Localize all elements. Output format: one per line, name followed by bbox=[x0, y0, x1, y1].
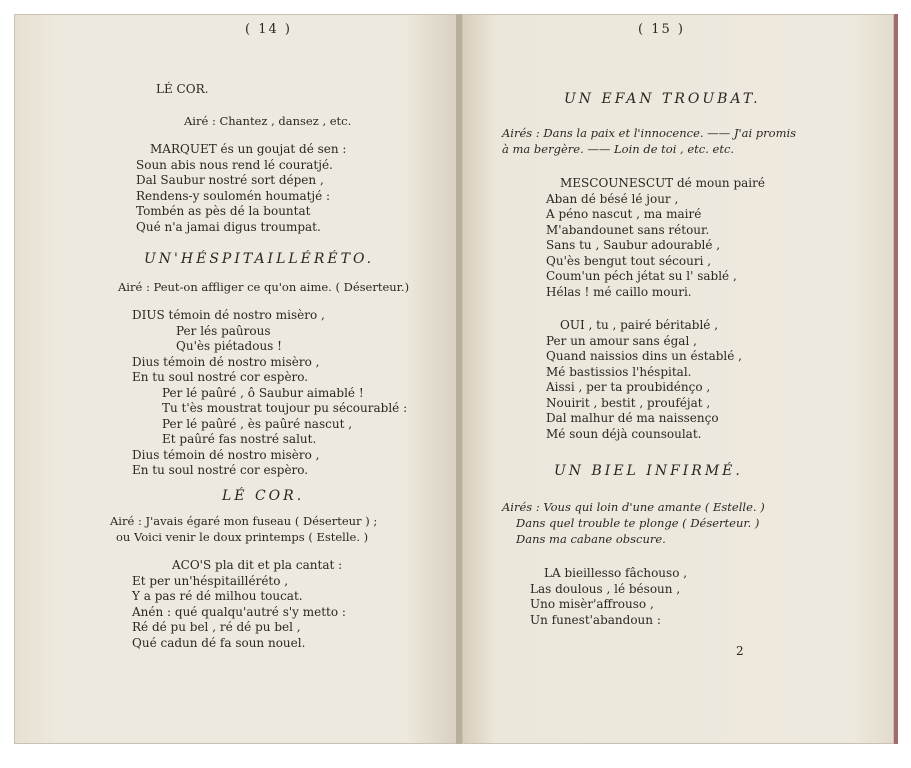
air-line: Airés : Vous qui loin d'une amante ( Estelle. ) bbox=[502, 500, 765, 514]
verse-line: OUI , tu , pairé béritablé , bbox=[560, 318, 719, 332]
section-title: LÉ COR. bbox=[156, 82, 209, 96]
verse-line: Qu'ès piétadous ! bbox=[176, 339, 282, 353]
verse-line: Anén : qué qualqu'autré s'y metto : bbox=[132, 604, 346, 619]
verse-line: Aissi , per ta proubidénço , bbox=[546, 380, 711, 394]
verse-line: Qué n'a jamai digus troumpat. bbox=[136, 219, 321, 234]
page-number-right: ( 15 ) bbox=[638, 22, 685, 37]
verse-line: Soun abis nous rend lé couratjé. bbox=[136, 157, 333, 172]
verse-block bbox=[546, 318, 742, 442]
verse-line: Et per un'héspitailléréto , bbox=[132, 573, 289, 588]
verse-line: Dius témoin dé nostro misèro , bbox=[132, 447, 320, 462]
left-page bbox=[14, 14, 458, 744]
page-number-left: ( 14 ) bbox=[245, 22, 292, 37]
section-title: LÉ COR. bbox=[222, 488, 305, 504]
verse-line: Sans tu , Saubur adourablé , bbox=[546, 238, 721, 252]
verse-line: Coum'un péch jétat su l' sablé , bbox=[546, 269, 737, 283]
verse-line: Dal Saubur nostré sort dépen , bbox=[136, 173, 324, 187]
verse-line: Mé soun déjà counsoulat. bbox=[546, 426, 702, 441]
section-title: UN EFAN TROUBAT. bbox=[564, 91, 761, 107]
verse-block bbox=[530, 566, 687, 628]
air-line: à ma bergère. —— Loin de toi , etc. etc. bbox=[502, 142, 735, 156]
verse-line: Per lé paûré , ô Saubur aimablé ! bbox=[162, 385, 364, 400]
signature-mark: 2 bbox=[736, 644, 744, 658]
verse-line: A péno nascut , ma mairé bbox=[546, 207, 702, 221]
verse-block bbox=[132, 308, 407, 479]
verse-line: Tu t'ès moustrat toujour pu sécourablé : bbox=[162, 401, 408, 415]
verse-line: Uno misèr'affrouso , bbox=[530, 597, 654, 611]
open-book bbox=[14, 14, 894, 754]
verse-line: Tombén as pès dé la bountat bbox=[136, 204, 311, 218]
verse-line: Per un amour sans égal , bbox=[546, 333, 697, 348]
air-line: Airé : Chantez , dansez , etc. bbox=[184, 114, 352, 128]
air-line: Airés : Dans la paix et l'innocence. —— J'ai promis bbox=[502, 126, 797, 140]
verse-line: M'abandounet sans rétour. bbox=[546, 222, 710, 237]
verse-line: Y a pas ré dé milhou toucat. bbox=[132, 589, 303, 603]
verse-line: Hélas ! mé caillo mouri. bbox=[546, 284, 692, 299]
verse-line: Quand naissios dins un éstablé , bbox=[546, 349, 742, 363]
verse-line: Per lés paûrous bbox=[176, 323, 271, 338]
air-line: Dans quel trouble te plonge ( Déserteur. ) bbox=[516, 516, 760, 530]
verse-block bbox=[132, 558, 346, 651]
verse-line: MESCOUNESCUT dé moun pairé bbox=[560, 176, 765, 190]
air-line: Dans ma cabane obscure. bbox=[516, 532, 666, 546]
verse-line: LA bieillesso fâchouso , bbox=[544, 566, 688, 580]
verse-line: Las doulous , lé bésoun , bbox=[530, 581, 681, 596]
air-line: ou Voici venir le doux printemps ( Estelle. ) bbox=[116, 530, 369, 544]
verse-line: Rendens-y soulomén houmatjé : bbox=[136, 188, 331, 203]
verse-line: Dal malhur dé ma naissenço bbox=[546, 411, 719, 425]
verse-line: Nouirit , bestit , prouféjat , bbox=[546, 395, 711, 410]
verse-line: Un funest'abandoun : bbox=[530, 612, 661, 627]
verse-line: MARQUET és un goujat dé sen : bbox=[150, 142, 347, 156]
verse-line: Et paûré fas nostré salut. bbox=[162, 432, 317, 446]
section-title: UN BIEL INFIRMÉ. bbox=[554, 463, 743, 479]
verse-block bbox=[136, 142, 346, 235]
verse-line: Qu'ès bengut tout sécouri , bbox=[546, 253, 712, 268]
air-line: Airé : Peut-on affliger ce qu'on aime. ( Déserteur.) bbox=[118, 280, 410, 294]
verse-block bbox=[546, 176, 765, 300]
verse-line: En tu soul nostré cor espèro. bbox=[132, 370, 309, 384]
verse-line: Qué cadun dé fa soun nouel. bbox=[132, 635, 306, 650]
verse-line: Dius témoin dé nostro misèro , bbox=[132, 354, 320, 369]
verse-line: Aban dé bésé lé jour , bbox=[546, 191, 679, 206]
verse-line: Mé bastissios l'héspital. bbox=[546, 364, 692, 379]
air-line: Airé : J'avais égaré mon fuseau ( Déserteur ) ; bbox=[110, 514, 378, 528]
section-title: UN'HÉSPITAILLÉRÉTO. bbox=[144, 251, 375, 267]
verse-line: En tu soul nostré cor espèro. bbox=[132, 463, 309, 477]
verse-line: Per lé paûré , ès paûré nascut , bbox=[162, 416, 353, 431]
verse-line: ACO'S pla dit et pla cantat : bbox=[172, 558, 343, 572]
verse-line: DIUS témoin dé nostro misèro , bbox=[132, 308, 325, 322]
verse-line: Ré dé pu bel , ré dé pu bel , bbox=[132, 620, 301, 634]
right-page bbox=[462, 14, 898, 744]
